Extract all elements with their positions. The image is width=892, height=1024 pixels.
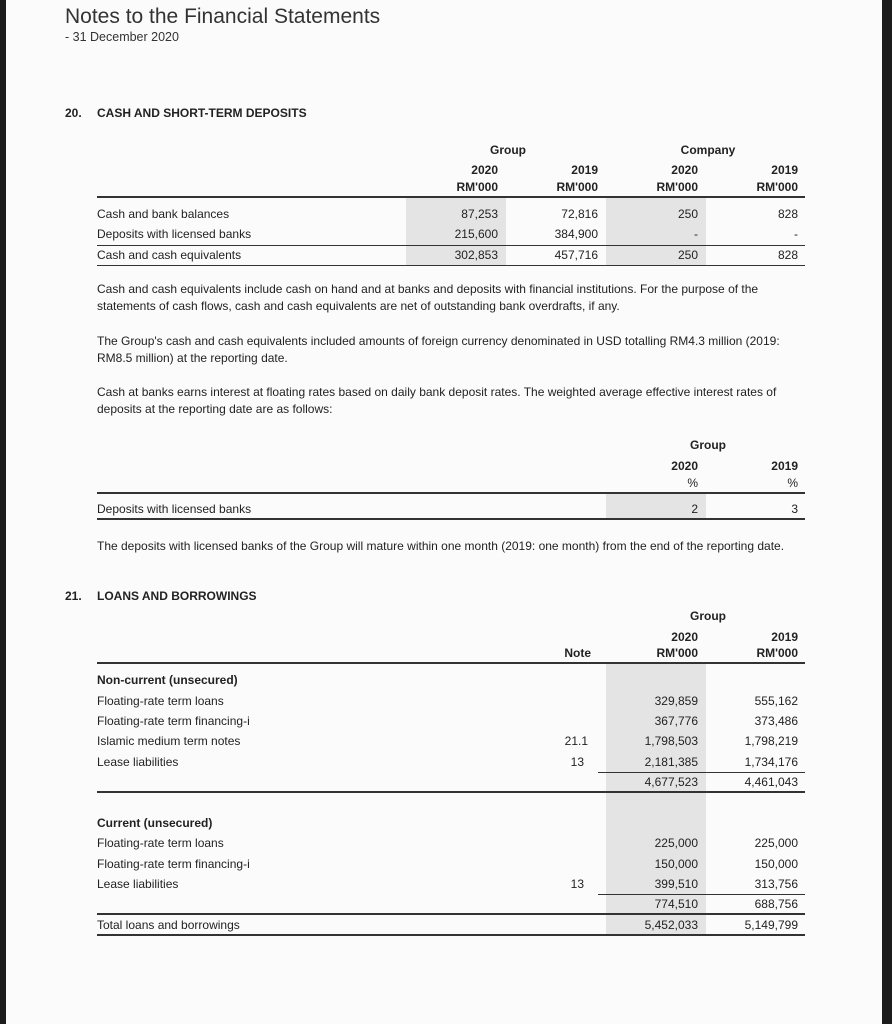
unit-header: % <box>787 476 798 490</box>
table-rule <box>97 492 805 494</box>
group-header: Group <box>490 143 526 157</box>
year-header: 2020 <box>471 163 498 177</box>
row-label: Cash and cash equivalents <box>97 248 242 262</box>
row-label: Total loans and borrowings <box>97 918 240 932</box>
unit-header: % <box>687 476 698 490</box>
cell-value: 373,486 <box>754 714 798 728</box>
note-21-title: LOANS AND BORROWINGS <box>97 589 257 603</box>
cell-value: 225,000 <box>654 836 698 850</box>
year-header: 2020 <box>671 459 698 473</box>
note-ref: 13 <box>570 877 584 891</box>
cell-value: - <box>694 227 698 241</box>
cell-value: 72,816 <box>561 207 598 221</box>
cell-value: 225,000 <box>754 836 798 850</box>
subtotal-rule <box>598 772 805 773</box>
note-column-header: Note <box>564 646 591 660</box>
cell-value: 688,756 <box>754 897 798 911</box>
paragraph: Cash at banks earns interest at floating rates based on daily bank deposit rates. The weighted average effective interest rates of deposits at the reporting date are as follows: <box>97 385 777 416</box>
unit-header: RM'000 <box>656 180 698 194</box>
year-header: 2019 <box>771 459 798 473</box>
row-label: Lease liabilities <box>97 877 179 891</box>
row-label: Floating-rate term financing-i <box>97 714 250 728</box>
cell-value: 399,510 <box>654 877 698 891</box>
unit-header: RM'000 <box>456 180 498 194</box>
year-header: 2019 <box>571 163 598 177</box>
paragraph: Cash and cash equivalents include cash on hand and at banks and deposits with financial institutions. For the purpose of the statements of cash flows, cash and cash equivalents are net of outstanding bank overdrafts, if any. <box>97 282 759 313</box>
row-label: Islamic medium term notes <box>97 734 241 748</box>
note-ref: 13 <box>570 755 584 769</box>
cell-value: 250 <box>677 207 698 221</box>
group-header: Group <box>690 609 726 623</box>
cell-value: 2 <box>691 502 698 516</box>
cell-value: 367,776 <box>654 714 698 728</box>
document-page <box>6 0 882 1024</box>
cell-value: 87,253 <box>461 207 498 221</box>
cell-value: 1,798,219 <box>744 734 798 748</box>
row-label: Deposits with licensed banks <box>97 227 252 241</box>
cell-value: 1,734,176 <box>744 755 798 769</box>
table-rule <box>97 791 805 793</box>
subtotal-rule <box>598 894 805 895</box>
page-title: Notes to the Financial Statements <box>65 5 381 28</box>
note-ref: 21.1 <box>564 734 588 748</box>
cell-value: - <box>794 227 798 241</box>
cell-value: 215,600 <box>454 227 498 241</box>
table-rule <box>97 934 805 936</box>
cell-value: 457,716 <box>554 248 598 262</box>
cell-value: 555,162 <box>754 694 798 708</box>
table-rule <box>97 245 805 246</box>
cell-value: 3 <box>791 502 798 516</box>
note-20-number: 20. <box>65 106 82 120</box>
cell-value: 5,149,799 <box>744 918 798 932</box>
year-header: 2020 <box>671 163 698 177</box>
cell-value: 250 <box>677 248 698 262</box>
unit-header: RM'000 <box>756 646 798 660</box>
section-heading: Non-current (unsecured) <box>97 673 238 687</box>
cell-value: 4,677,523 <box>644 775 698 789</box>
row-label: Floating-rate term loans <box>97 836 224 850</box>
cell-value: 313,756 <box>754 877 798 891</box>
row-label: Floating-rate term financing-i <box>97 857 250 871</box>
row-label: Lease liabilities <box>97 755 179 769</box>
cell-value: 4,461,043 <box>744 775 798 789</box>
paragraph: The deposits with licensed banks of the Group will mature within one month (2019: one month) from the end of the reporting date. <box>97 539 785 553</box>
company-header: Company <box>680 143 736 157</box>
note-21-number: 21. <box>65 589 82 603</box>
unit-header: RM'000 <box>656 646 698 660</box>
note-20-title: CASH AND SHORT-TERM DEPOSITS <box>97 106 307 120</box>
cell-value: 384,900 <box>554 227 598 241</box>
cell-value: 828 <box>777 248 798 262</box>
row-label: Cash and bank balances <box>97 207 230 221</box>
cell-value: 150,000 <box>754 857 798 871</box>
page-subtitle: - 31 December 2020 <box>65 30 179 44</box>
paragraph: The Group's cash and cash equivalents included amounts of foreign currency denominated in USD totalling RM4.3 million (2019: RM8.5 million) at the reporting date. <box>97 334 780 365</box>
row-label: Floating-rate term loans <box>97 694 224 708</box>
cell-value: 2,181,385 <box>644 755 698 769</box>
table-rule <box>97 913 805 915</box>
unit-header: RM'000 <box>756 180 798 194</box>
cell-value: 1,798,503 <box>644 734 698 748</box>
section-heading: Current (unsecured) <box>97 816 213 830</box>
unit-header: RM'000 <box>556 180 598 194</box>
table-rule <box>97 662 805 664</box>
group-header: Group <box>690 438 726 452</box>
cell-value: 828 <box>777 207 798 221</box>
year-header: 2019 <box>771 163 798 177</box>
table-rule <box>97 265 805 266</box>
year-header: 2019 <box>771 630 798 644</box>
cell-value: 329,859 <box>654 694 698 708</box>
cell-value: 5,452,033 <box>644 918 698 932</box>
cell-value: 774,510 <box>654 897 698 911</box>
table-rule <box>97 518 805 520</box>
row-label: Deposits with licensed banks <box>97 502 252 516</box>
cell-value: 302,853 <box>454 248 498 262</box>
table-rule <box>97 196 805 198</box>
year-header: 2020 <box>671 630 698 644</box>
cell-value: 150,000 <box>654 857 698 871</box>
